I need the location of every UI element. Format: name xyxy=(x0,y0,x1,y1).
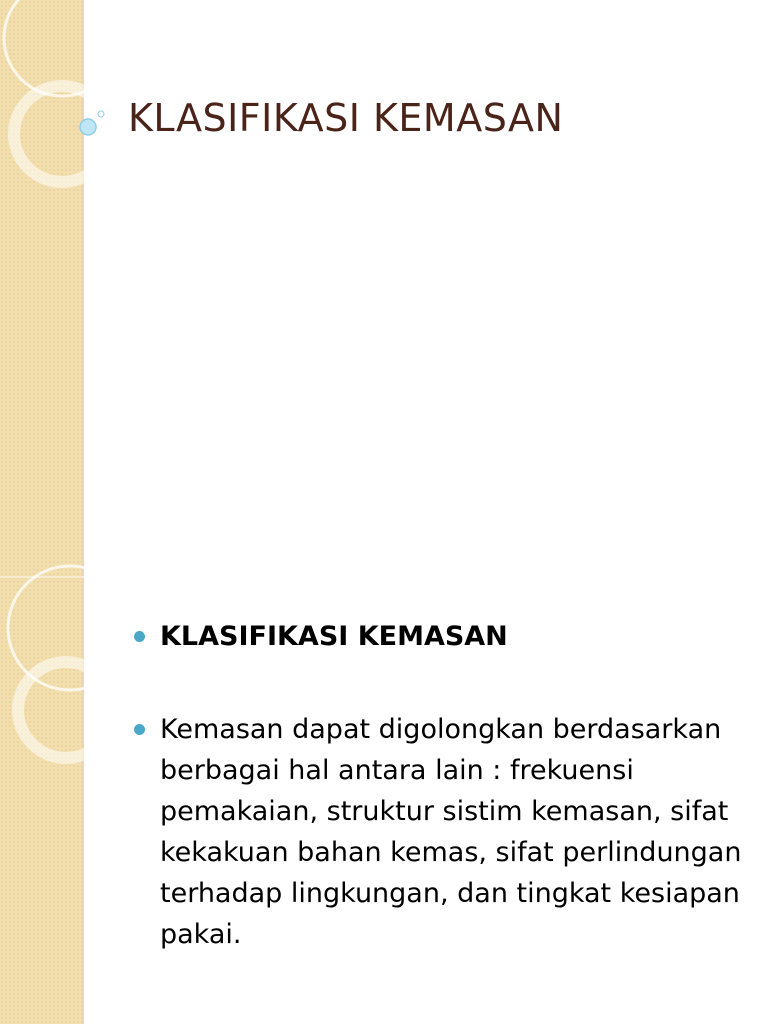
ring-bottom-thick xyxy=(18,662,114,758)
decorative-rings xyxy=(0,0,120,1024)
ring-bottom-large xyxy=(8,566,132,690)
bubble-icon xyxy=(80,119,96,135)
bullet-body-text: Kemasan dapat digolongkan berdasarkan berbagai hal antara lain : frekuensi pemakaian, struktur sistim kemasan, sifat kekakuan bahan kemas, sifat perlindungan terhadap lingkungan, dan tingkat kesiapan pakai. xyxy=(160,714,742,950)
bullet-heading: KLASIFIKASI KEMASAN xyxy=(160,621,508,652)
slide-title: KLASIFIKASI KEMASAN xyxy=(128,96,564,140)
bullet-item xyxy=(134,616,744,657)
bullet-dot-icon xyxy=(134,631,145,642)
ring-top-thick xyxy=(14,86,110,182)
bullet-list xyxy=(134,616,744,1007)
bullet-item xyxy=(134,709,744,955)
bullet-dot-icon xyxy=(134,724,145,735)
